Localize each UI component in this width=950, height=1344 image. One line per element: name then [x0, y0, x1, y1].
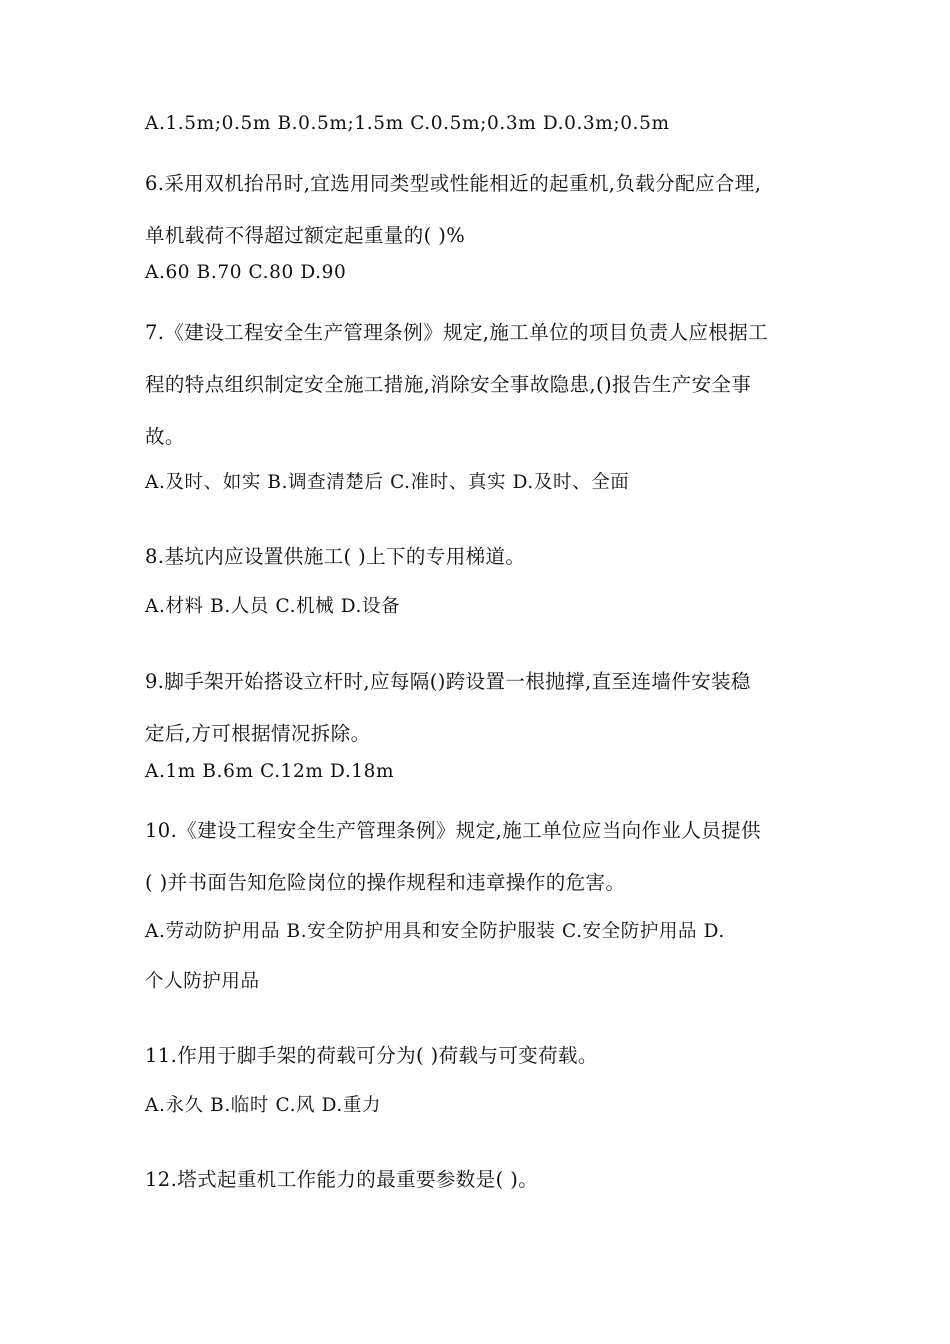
q7-text-line-2: 程的特点组织制定安全施工措施,消除安全事故隐患,()报告生产安全事: [145, 373, 752, 396]
q7-text-line-1: 7.《建设工程安全生产管理条例》规定,施工单位的项目负责人应根据工: [145, 321, 769, 344]
q9-options: A.1m B.6m C.12m D.18m: [145, 761, 395, 782]
q8-options: A.材料 B.人员 C.机械 D.设备: [145, 596, 401, 617]
q5-options: A.1.5m;0.5m B.0.5m;1.5m C.0.5m;0.3m D.0.3m;0.5m: [145, 113, 670, 134]
q7-options: A.及时、如实 B.调查清楚后 C.准时、真实 D.及时、全面: [145, 472, 630, 493]
q7-text-line-3: 故。: [145, 425, 185, 448]
q6-text-line-1: 6.采用双机抬吊时,宜选用同类型或性能相近的起重机,负载分配应合理,: [145, 172, 762, 195]
q10-options-line-2: 个人防护用品: [145, 971, 260, 992]
q9-text-line-1: 9.脚手架开始搭设立杆时,应每隔()跨设置一根抛撑,直至连墙件安装稳: [145, 670, 751, 693]
q10-text-line-2: ( )并书面告知危险岗位的操作规程和违章操作的危害。: [145, 871, 626, 894]
q6-text-line-2: 单机载荷不得超过额定起重量的( )%: [145, 224, 466, 247]
q6-options: A.60 B.70 C.80 D.90: [145, 262, 347, 283]
q11-options: A.永久 B.临时 C.风 D.重力: [145, 1095, 382, 1116]
q8-text: 8.基坑内应设置供施工( )上下的专用梯道。: [145, 545, 526, 568]
q10-options-line-1: A.劳动防护用品 B.安全防护用具和安全防护服装 C.安全防护用品 D.: [145, 921, 725, 942]
q12-text: 12.塔式起重机工作能力的最重要参数是( )。: [145, 1168, 539, 1191]
q11-text: 11.作用于脚手架的荷载可分为( )荷载与可变荷载。: [145, 1044, 598, 1067]
q9-text-line-2: 定后,方可根据情况拆除。: [145, 722, 371, 745]
q10-text-line-1: 10.《建设工程安全生产管理条例》规定,施工单位应当向作业人员提供: [145, 819, 761, 842]
